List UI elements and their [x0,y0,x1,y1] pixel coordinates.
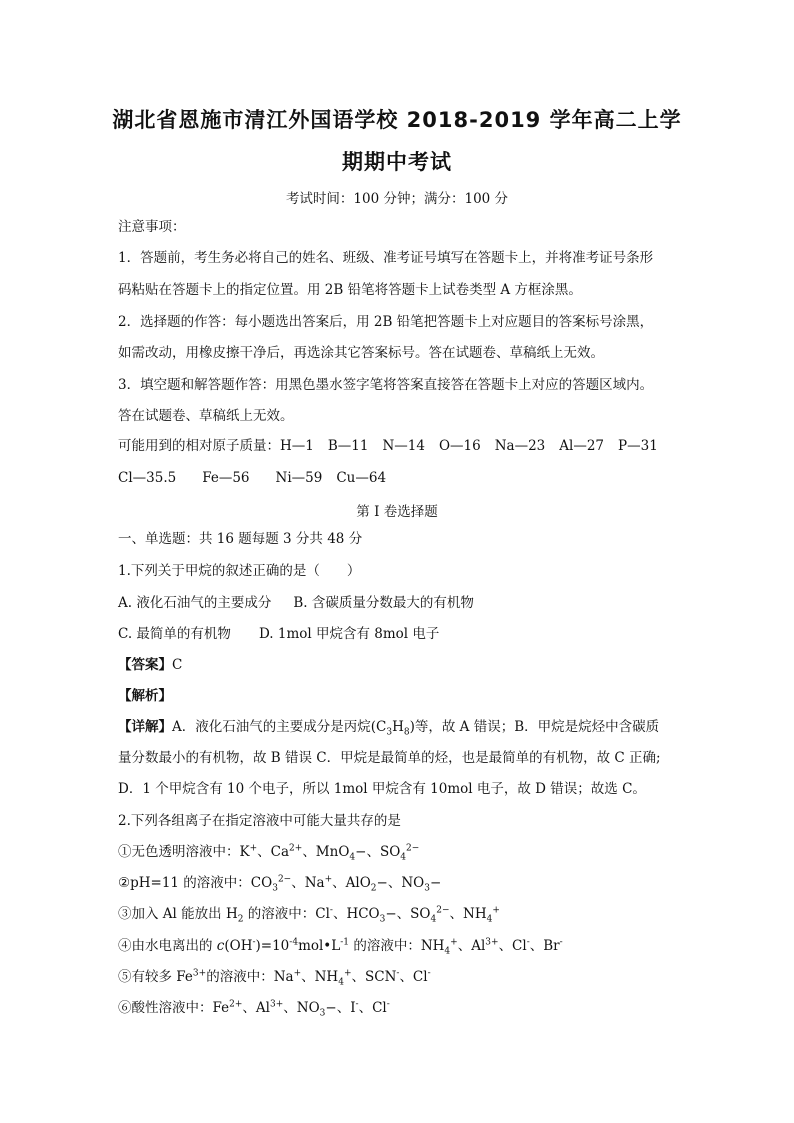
condition-text: ①无色透明溶液中：K [118,844,250,860]
subscript: 3 [386,727,393,738]
condition-3 [118,905,500,923]
question-1-options-cd [118,625,439,643]
superscript: - [526,937,530,948]
atomic-mass-label: 可能用到的相对原子质量： [118,438,280,454]
detail-text: )等，故 A 错误；B．甲烷是烷烃中含碳质 [409,719,660,735]
condition-text: 、Na [291,875,325,891]
condition-text: ④由水电离出的 [118,938,217,954]
atomic-mass-item: Cl—35.5 [118,470,177,486]
atomic-mass-item: H—1 [280,438,314,454]
atomic-mass-item: Al—27 [559,438,605,454]
subscript: 4 [430,914,437,925]
part-heading: 一、单选题：共 16 题每题 3 分共 48 分 [118,531,363,547]
condition-text: − [385,906,397,922]
condition-5 [118,968,431,986]
analysis-label: 【解析】 [118,688,172,704]
subscript: 4 [444,946,451,957]
condition-text: 、Al [457,938,486,954]
atomic-mass-item: P—31 [618,438,658,454]
condition-text: 、HCO [332,906,380,922]
option-c: C. 最简单的有机物 [118,626,231,642]
subscript: 3 [424,883,430,894]
superscript: 2− [277,874,292,885]
condition-text: 、SCN [351,969,397,985]
subscript: 3 [272,883,278,894]
note-item-2b: 如需改动，用橡皮擦干净后，再选涂其它答案标号。答在试题卷、草稿纸上无效。 [118,345,604,361]
condition-text: 、NO [283,1000,320,1016]
exam-info: 考试时间：100 分钟；满分：100 分 [285,191,509,207]
detail-text: H [392,719,404,735]
doc-title-line2: 期期中考试 [342,150,452,174]
superscript: 3+ [269,999,284,1010]
option-d: D. 1mol 甲烷含有 8mol 电子 [258,626,440,642]
superscript: - [252,937,256,948]
condition-text: − [429,875,442,891]
doc-title-line1: 湖北省恩施市清江外国语学校 2018-2019 学年高二上学 [112,108,682,132]
subscript: 4 [349,852,356,863]
notes-heading: 注意事项： [118,219,186,235]
note-item-3a: 3．填空题和解答题作答：用黑色墨水签字笔将答案直接答在答题卡上对应的答题区域内。 [118,377,654,393]
superscript: 2+ [229,999,243,1010]
subscript: 3 [379,914,386,925]
superscript: 2− [406,843,420,854]
detail-line-2: 量分数最小的有机物，故 B 错误 C．甲烷是最简单的烃，也是最简单的有机物，故 C 正确; [118,750,661,766]
condition-2 [118,874,441,892]
superscript: + [324,874,333,885]
condition-text: ⑤有较多 Fe [118,969,193,985]
detail-line-1 [118,718,659,736]
superscript: 2− [436,905,450,916]
condition-text: 、Br [529,938,560,954]
question-1-answer [118,656,182,674]
condition-1 [118,843,419,861]
subscript: 4 [400,852,407,863]
condition-text: 、SO [366,844,401,860]
superscript: - [396,968,400,979]
answer-label: 【答案】 [118,657,172,673]
condition-text: 、MnO [302,844,350,860]
condition-text: 的溶液中：Na [206,969,294,985]
question-1-stem: 1.下列关于甲烷的叙述正确的是（ ） [118,563,361,579]
atomic-mass-item: Cu—64 [336,470,387,486]
condition-text: (OH [224,938,253,954]
condition-text: 、NH [301,969,339,985]
atomic-mass-item: Fe—56 [202,470,250,486]
superscript: + [249,843,258,854]
condition-text: 、NO [387,875,425,891]
condition-text: − [325,1000,337,1016]
condition-text: ⑥酸性溶液中：Fe [118,1000,230,1016]
condition-6 [118,999,390,1017]
atomic-mass-row-1 [118,437,658,455]
note-item-1a: 1．答题前，考生务必将自己的姓名、班级、准考证号填写在答题卡上，并将准考证号条形 [118,250,654,266]
condition-text: − [376,875,388,891]
condition-text: ③加入 Al 能放出 H [118,906,238,922]
condition-4 [118,937,563,955]
atomic-mass-item: N—14 [382,438,425,454]
superscript: - [559,937,563,948]
superscript: + [450,937,458,948]
condition-text: 、Cl [399,969,428,985]
superscript: 3+ [192,968,207,979]
condition-text: c [216,938,225,954]
atomic-mass-item: Ni—59 [275,470,323,486]
superscript: - [355,999,359,1010]
atomic-mass-row-2 [118,469,386,487]
condition-text: 、SO [396,906,431,922]
condition-text: )=10 [255,938,290,954]
subscript: 4 [338,977,344,988]
option-b: B. 含碳质量分数最大的有机物 [293,595,474,611]
section-title: 第 I 卷选择题 [356,504,438,520]
condition-text: 的溶液中：NH [349,938,445,954]
condition-text: 、Al [242,1000,270,1016]
subscript: 2 [370,883,377,894]
condition-text: mol•L [298,938,341,954]
condition-text: 的溶液中：Cl [243,906,330,922]
atomic-mass-item: Na—23 [494,438,546,454]
condition-text: 、Ca [257,844,290,860]
subscript: 2 [237,914,244,925]
detail-line-3: D．1 个甲烷含有 10 个电子，所以 1mol 甲烷含有 10mol 电子，故 D 错误；故选 C。 [118,781,646,797]
superscript: 3+ [485,937,499,948]
subscript: 4 [486,914,493,925]
subscript: 8 [403,727,410,738]
answer-value: C [172,657,183,673]
superscript: 2+ [289,843,303,854]
question-1-options-ab [118,594,474,612]
note-item-2a: 2．选择题的作答：每小题选出答案后，用 2B 铅笔把答题卡上对应题目的答案标号涂黑， [118,314,654,330]
detail-text: A．液化石油气的主要成分是丙烷(C [172,719,387,735]
condition-text: − [355,844,367,860]
condition-text: 、NH [449,906,487,922]
note-item-3b: 答在试题卷、草稿纸上无效。 [118,408,294,424]
superscript: -4 [289,937,299,948]
superscript: + [343,968,352,979]
atomic-mass-item: B—11 [327,438,369,454]
condition-text: 、AlO [332,875,371,891]
subscript: 3 [319,1008,326,1019]
superscript: -1 [340,937,350,948]
superscript: - [386,999,390,1010]
detail-label: 【详解】 [118,719,172,735]
condition-text: 、Cl [498,938,527,954]
condition-text: ②pH=11 的溶液中：CO [118,875,273,891]
condition-text: 、Cl [358,1000,387,1016]
condition-text: 、I [336,1000,356,1016]
superscript: - [329,905,333,916]
superscript: + [293,968,302,979]
atomic-mass-item: O—16 [438,438,481,454]
question-2-stem: 2.下列各组离子在指定溶液中可能大量共存的是 [118,813,401,829]
note-item-1b: 码粘贴在答题卡上的指定位置。用 2B 铅笔将答题卡上试卷类型 A 方框涂黑。 [118,282,582,298]
superscript: - [427,968,431,979]
option-a: A. 液化石油气的主要成分 [118,595,272,611]
superscript: + [492,905,500,916]
